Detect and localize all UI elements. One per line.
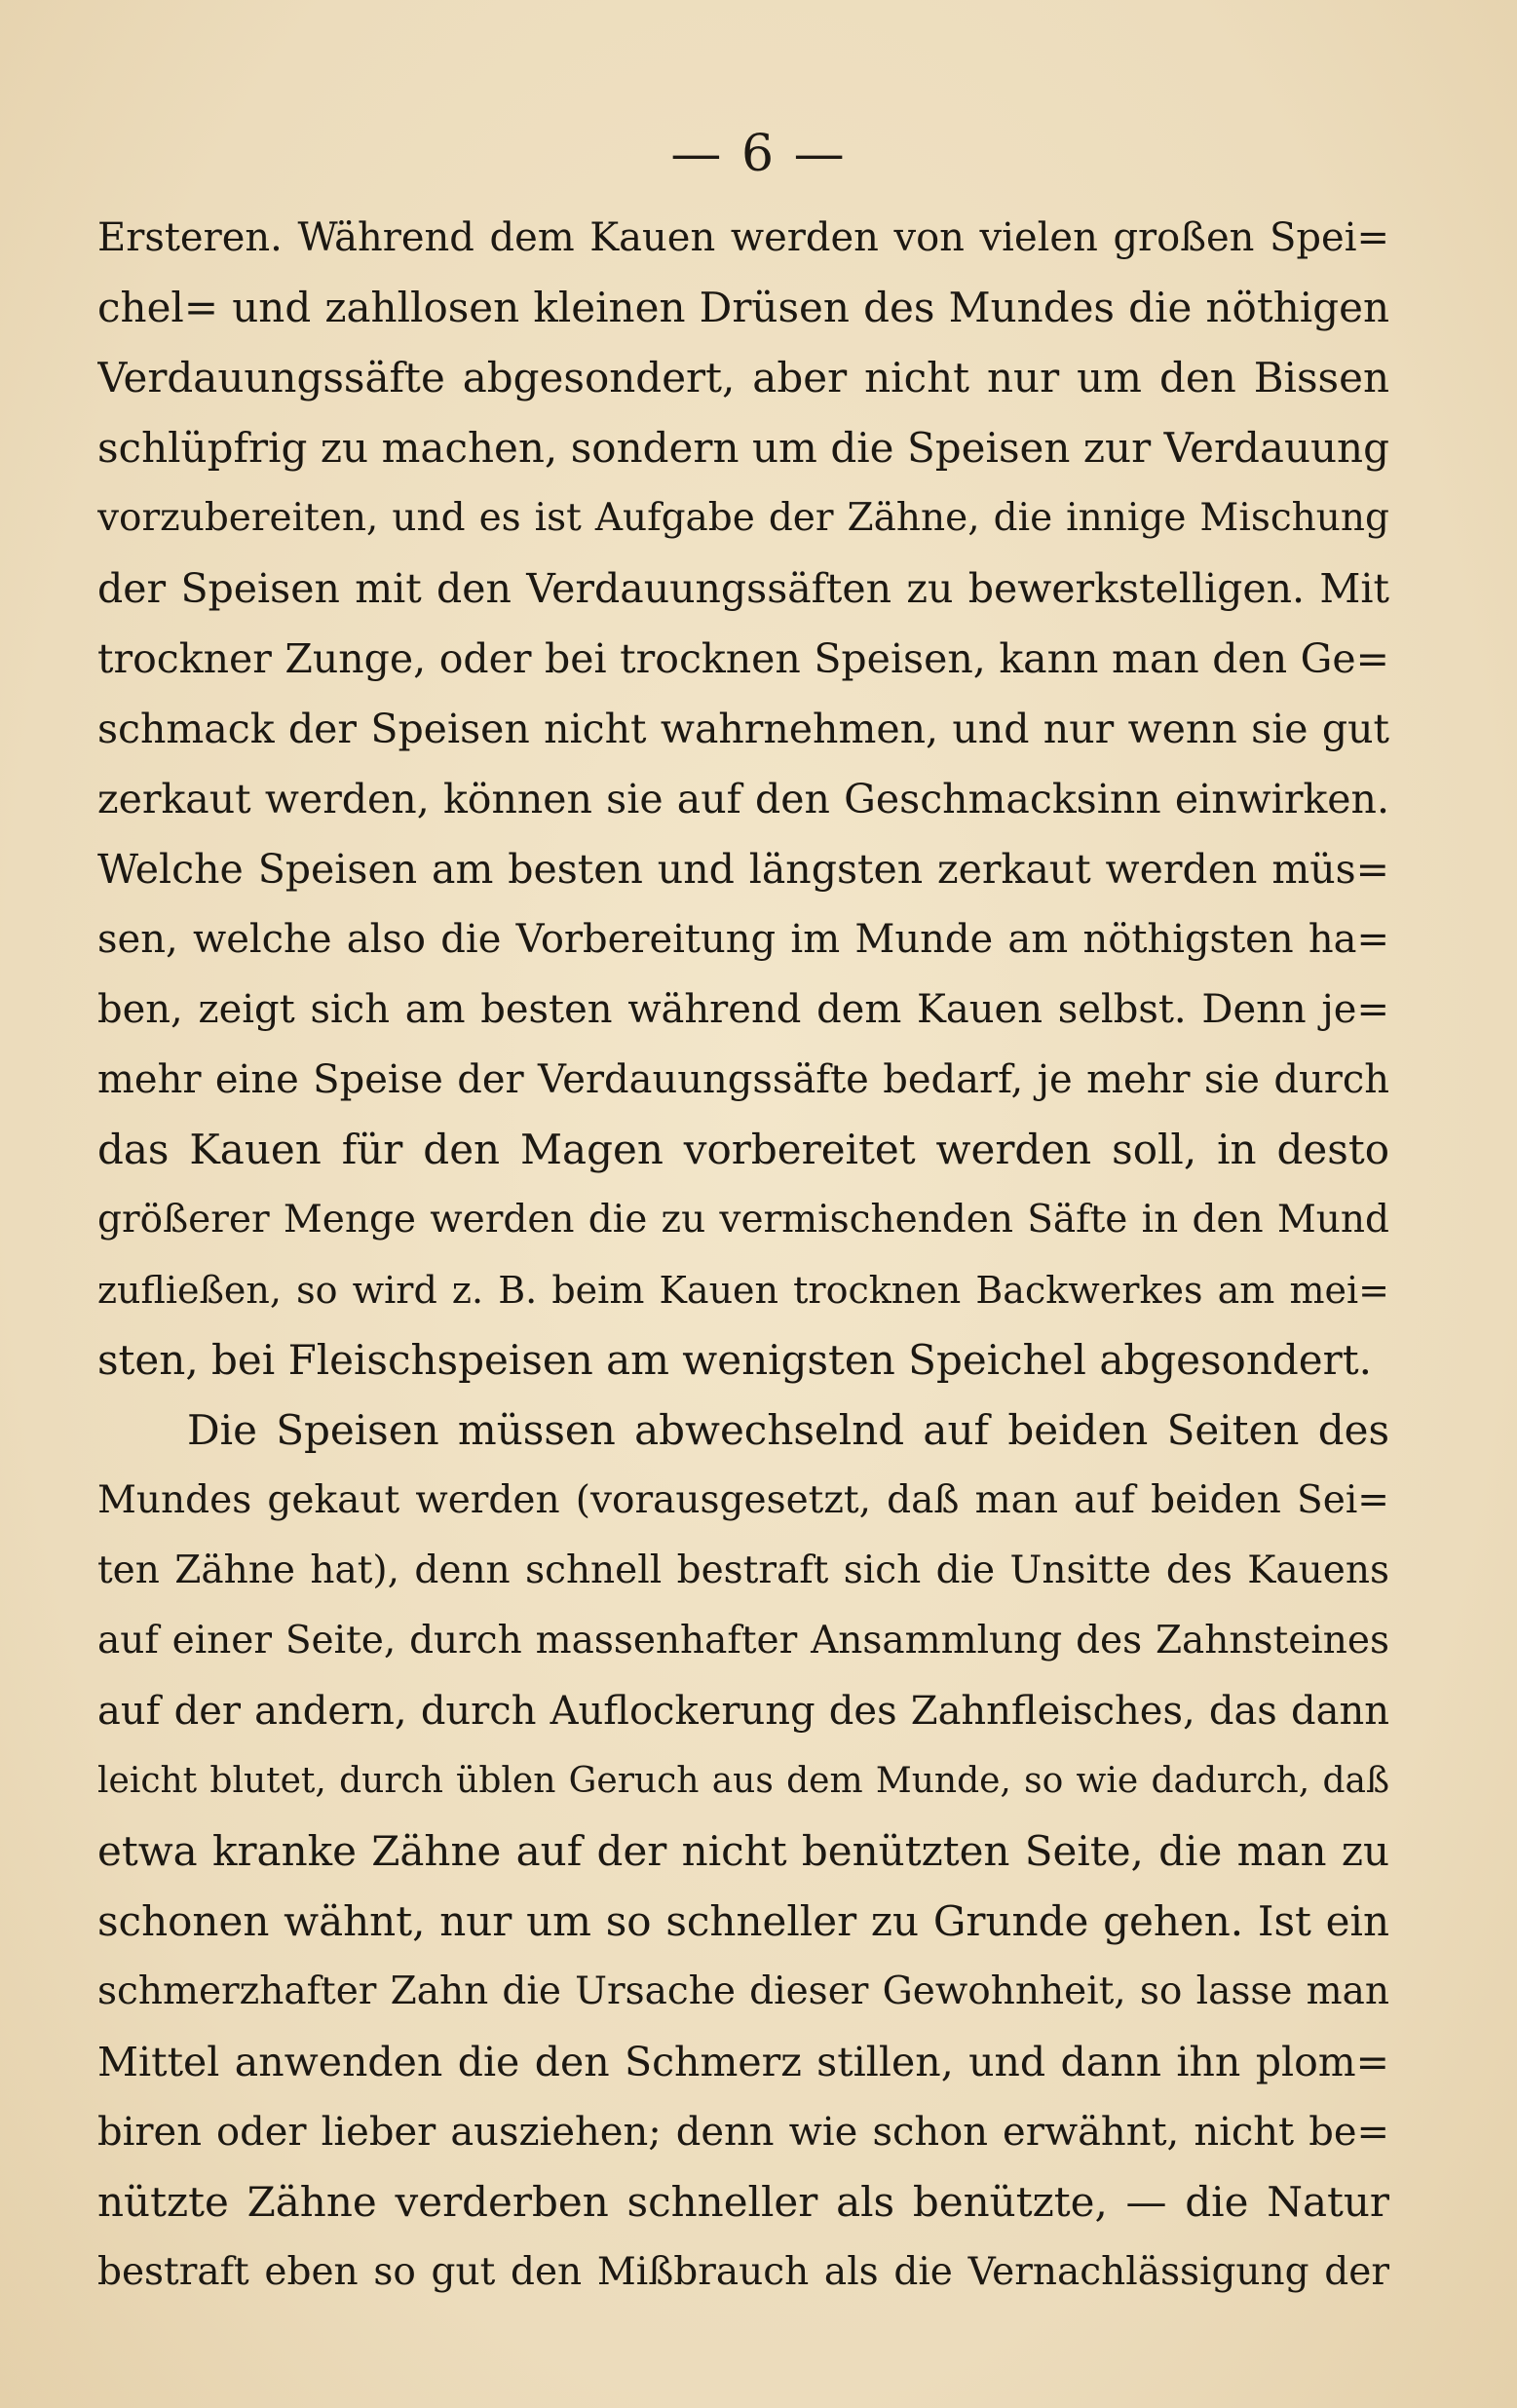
text-line: sten, bei Fleischspeisen am wenigsten Speichel abgesondert.: [97, 1336, 1372, 1384]
text-line: ten Zähne hat), denn schnell bestraft sich die Unsitte des Kauens: [97, 1548, 1389, 1592]
text-line: sen, welche also die Vorbereitung im Munde am nöthigsten ha=: [97, 917, 1389, 962]
text-line: der Speisen mit den Verdauungssäften zu bewerkstelligen. Mit: [97, 565, 1389, 612]
text-line: schmerzhafter Zahn die Ursache dieser Gewohnheit, so lasse man: [97, 1969, 1389, 2013]
text-line: nützte Zähne verderben schneller als benützte, — die Natur: [97, 2178, 1389, 2226]
text-line: größerer Menge werden die zu vermischenden Säfte in den Mund: [97, 1198, 1389, 1242]
text-line: Mittel anwenden die den Schmerz stillen, und dann ihn plom=: [97, 2039, 1389, 2085]
text-line: vorzubereiten, und es ist Aufgabe der Zähne, die innige Mischung: [97, 496, 1389, 540]
body-text: [97, 203, 1389, 2308]
text-line: chel= und zahllosen kleinen Drüsen des Mundes die nöthigen: [97, 284, 1389, 331]
text-line: schlüpfrig zu machen, sondern um die Speisen zur Verdauung: [97, 424, 1389, 472]
text-line: trockner Zunge, oder bei trocknen Speisen, kann man den Ge=: [97, 635, 1389, 682]
text-line: zufließen, so wird z. B. beim Kauen trocknen Backwerkes am mei=: [97, 1269, 1389, 1312]
text-line: zerkaut werden, können sie auf den Geschmacksinn einwirken.: [97, 776, 1389, 822]
text-line: Verdauungssäfte abgesondert, aber nicht nur um den Bissen: [97, 354, 1389, 401]
text-line: auf einer Seite, durch massenhafter Ansammlung des Zahnsteines: [97, 1619, 1389, 1663]
text-line: schonen wähnt, nur um so schneller zu Grunde gehen. Ist ein: [97, 1897, 1389, 1945]
text-line: ben, zeigt sich am besten während dem Kauen selbst. Denn je=: [97, 987, 1389, 1032]
text-line: etwa kranke Zähne auf der nicht benützten Seite, die man zu: [97, 1827, 1389, 1875]
paragraph-start-line: Die Speisen müssen abwechselnd auf beiden Seiten des: [187, 1406, 1389, 1454]
text-line: bestraft eben so gut den Mißbrauch als die Vernachlässigung der: [97, 2250, 1389, 2294]
text-line: Mundes gekaut werden (vorausgesetzt, daß man auf beiden Sei=: [97, 1478, 1389, 1522]
text-line: das Kauen für den Magen vorbereitet werden soll, in desto: [97, 1126, 1389, 1173]
page-number: — 6 —: [670, 125, 847, 183]
text-line: biren oder lieber ausziehen; denn wie schon erwähnt, nicht be=: [97, 2110, 1389, 2155]
text-line: auf der andern, durch Auflockerung des Zahnfleisches, das dann: [97, 1689, 1389, 1734]
text-line: mehr eine Speise der Verdauungssäfte bedarf, je mehr sie durch: [97, 1057, 1389, 1102]
text-line: schmack der Speisen nicht wahrnehmen, und nur wenn sie gut: [97, 706, 1389, 752]
text-line: Welche Speisen am besten und längsten zerkaut werden müs=: [97, 846, 1389, 893]
text-line: leicht blutet, durch üblen Geruch aus dem Munde, so wie dadurch, daß: [97, 1761, 1389, 1801]
text-line: Ersteren. Während dem Kauen werden von vielen großen Spei=: [97, 215, 1389, 260]
